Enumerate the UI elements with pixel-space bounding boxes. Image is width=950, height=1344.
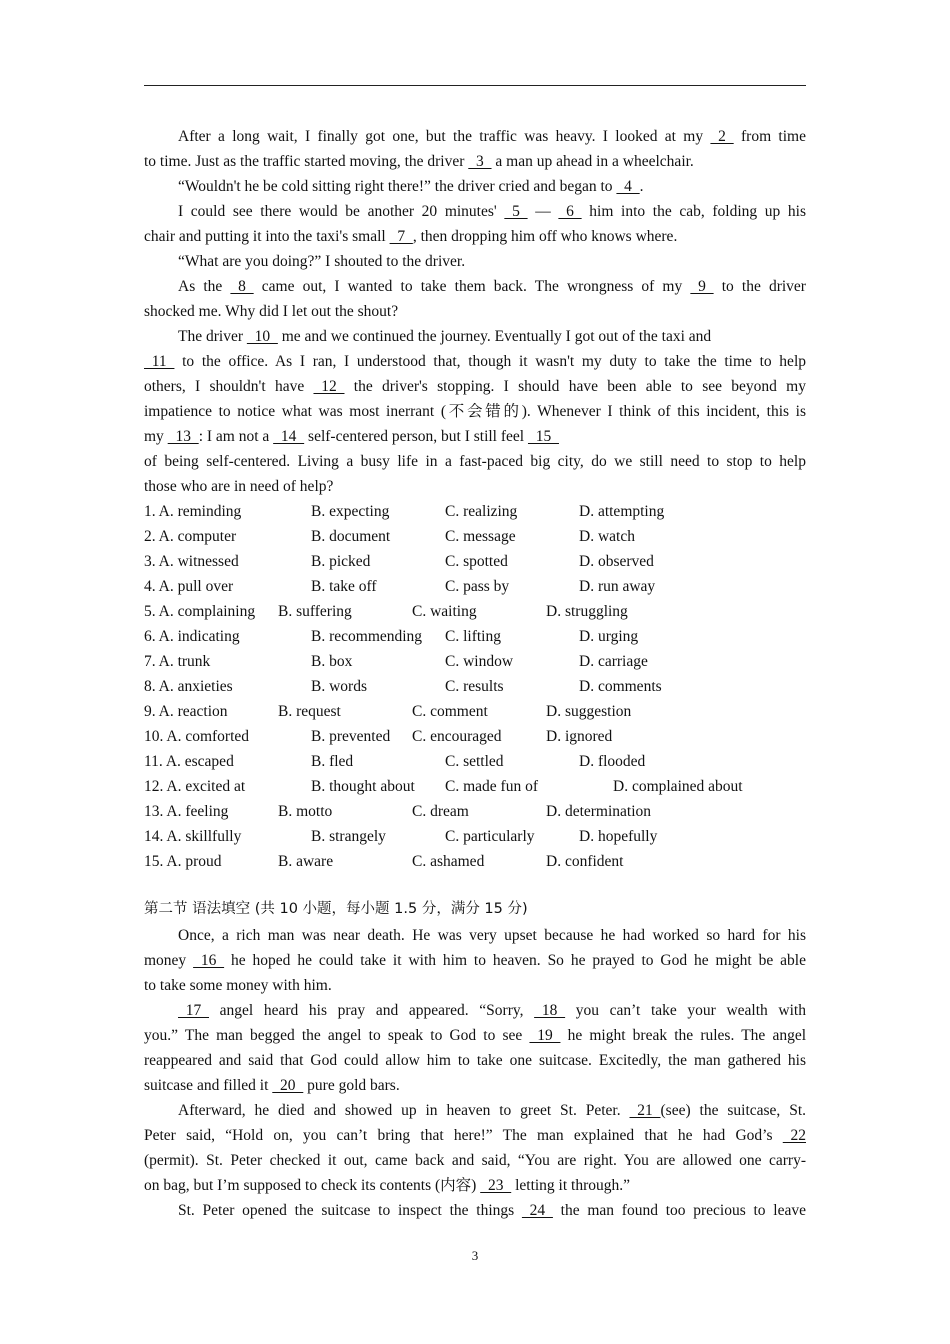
option-4a[interactable]: 4. A. pull over bbox=[144, 578, 234, 595]
passage2-line: 17 angel heard his pray and appeared. “Sorry, 18 you can’t take your wealth with bbox=[144, 1000, 806, 1022]
option-11c[interactable]: C. settled bbox=[445, 753, 504, 770]
passage2-line: St. Peter opened the suitcase to inspect the things 24 the man found too precious to leave bbox=[144, 1200, 806, 1222]
option-8c[interactable]: C. results bbox=[445, 678, 504, 695]
option-9a[interactable]: 9. A. reaction bbox=[144, 703, 228, 720]
blank-7[interactable]: 7 bbox=[389, 228, 413, 245]
option-1a[interactable]: 1. A. reminding bbox=[144, 503, 242, 520]
option-11a[interactable]: 11. A. escaped bbox=[144, 753, 234, 770]
passage2-line: on bag, but I’m supposed to check its contents (内容) 23 letting it through.” bbox=[144, 1175, 806, 1197]
option-15c[interactable]: C. ashamed bbox=[412, 853, 485, 870]
option-2c[interactable]: C. message bbox=[445, 528, 516, 545]
blank-20[interactable]: 20 bbox=[272, 1077, 304, 1094]
option-6c[interactable]: C. lifting bbox=[445, 628, 501, 645]
option-9c[interactable]: C. comment bbox=[412, 703, 488, 720]
option-15b[interactable]: B. aware bbox=[278, 853, 334, 870]
option-9b[interactable]: B. request bbox=[278, 703, 341, 720]
option-4d[interactable]: D. run away bbox=[579, 578, 656, 595]
passage2-line: reappeared and said that God could allow him to take one suitcase. Excitedly, the man gathered his bbox=[144, 1052, 806, 1069]
option-15d[interactable]: D. confident bbox=[546, 853, 624, 870]
blank-6[interactable]: 6 bbox=[558, 203, 582, 220]
option-4c[interactable]: C. pass by bbox=[445, 578, 510, 595]
option-12d[interactable]: D. complained about bbox=[613, 778, 743, 795]
option-4b[interactable]: B. take off bbox=[311, 578, 377, 595]
passage1-line: 11 to the office. As I ran, I understood that, though it wasn't my duty to take the time to help bbox=[144, 351, 806, 373]
option-13a[interactable]: 13. A. feeling bbox=[144, 803, 229, 820]
passage2-line: (permit). St. Peter checked it out, came back and said, “You are right. You are allowed one carry- bbox=[144, 1152, 806, 1169]
option-3d[interactable]: D. observed bbox=[579, 553, 654, 570]
option-3b[interactable]: B. picked bbox=[311, 553, 371, 570]
blank-18[interactable]: 18 bbox=[534, 1002, 566, 1019]
option-9d[interactable]: D. suggestion bbox=[546, 703, 632, 720]
option-12a[interactable]: 12. A. excited at bbox=[144, 778, 246, 795]
blank-12[interactable]: 12 bbox=[313, 378, 345, 395]
option-11b[interactable]: B. fled bbox=[311, 753, 354, 770]
option-7a[interactable]: 7. A. trunk bbox=[144, 653, 211, 670]
passage2-line: Once, a rich man was near death. He was very upset because he had worked so hard for his bbox=[178, 927, 806, 944]
option-7c[interactable]: C. window bbox=[445, 653, 514, 670]
passage2-line: Peter said, “Hold on, you can’t bring that here!” The man explained that he had God’s 22 bbox=[144, 1125, 806, 1147]
section-heading: 第二节 语法填空 (共 10 小题，每小题 1.5 分，满分 15 分) bbox=[144, 901, 528, 917]
passage1-line: shocked me. Why did I let out the shout? bbox=[144, 303, 399, 320]
blank-10[interactable]: 10 bbox=[246, 328, 278, 345]
option-8d[interactable]: D. comments bbox=[579, 678, 662, 695]
option-7d[interactable]: D. carriage bbox=[579, 653, 648, 670]
passage1-line: The driver 10 me and we continued the journey. Eventually I got out of the taxi and bbox=[144, 326, 806, 348]
passage1-line: impatience to notice what was most inerrant (不会错的). Whenever I think of this incident, this is bbox=[144, 403, 806, 420]
blank-11[interactable]: 11 bbox=[144, 353, 175, 370]
passage1-line: my 13 : I am not a 14 self-centered person, but I still feel 15 bbox=[144, 426, 806, 448]
option-10c[interactable]: C. encouraged bbox=[412, 728, 502, 745]
option-6a[interactable]: 6. A. indicating bbox=[144, 628, 240, 645]
option-14a[interactable]: 14. A. skillfully bbox=[144, 828, 242, 845]
option-13b[interactable]: B. motto bbox=[278, 803, 333, 820]
passage1-line: After a long wait, I finally got one, but the traffic was heavy. I looked at my 2 from time bbox=[144, 126, 806, 148]
blank-21[interactable]: 21 bbox=[629, 1102, 661, 1119]
option-13c[interactable]: C. dream bbox=[412, 803, 469, 820]
option-10b[interactable]: B. prevented bbox=[311, 728, 391, 745]
blank-13[interactable]: 13 bbox=[167, 428, 199, 445]
passage1-line: I could see there would be another 20 minutes' 5 — 6 him into the cab, folding up his bbox=[144, 201, 806, 223]
option-14d[interactable]: D. hopefully bbox=[579, 828, 658, 845]
option-2b[interactable]: B. document bbox=[311, 528, 391, 545]
blank-2[interactable]: 2 bbox=[710, 128, 734, 145]
blank-4[interactable]: 4 bbox=[616, 178, 640, 195]
passage1-line: others, I shouldn't have 12 the driver's stopping. I should have been able to see beyond my bbox=[144, 376, 806, 398]
passage2-line: suitcase and filled it 20 pure gold bars. bbox=[144, 1075, 806, 1097]
option-5c[interactable]: C. waiting bbox=[412, 603, 477, 620]
option-1c[interactable]: C. realizing bbox=[445, 503, 518, 520]
option-1d[interactable]: D. attempting bbox=[579, 503, 665, 520]
passage1-line: “Wouldn't he be cold sitting right there!” the driver cried and began to 4 . bbox=[144, 176, 806, 198]
option-2d[interactable]: D. watch bbox=[579, 528, 635, 545]
option-7b[interactable]: B. box bbox=[311, 653, 353, 670]
passage1-line: those who are in need of help? bbox=[144, 478, 334, 495]
passage1-line: chair and putting it into the taxi's small 7 , then dropping him off who knows where. bbox=[144, 226, 806, 248]
option-5a[interactable]: 5. A. complaining bbox=[144, 603, 256, 620]
blank-19[interactable]: 19 bbox=[529, 1027, 561, 1044]
option-6d[interactable]: D. urging bbox=[579, 628, 639, 645]
option-5d[interactable]: D. struggling bbox=[546, 603, 628, 620]
passage2-line: Afterward, he died and showed up in heaven to greet St. Peter. 21 (see) the suitcase, St. bbox=[144, 1100, 806, 1122]
blank-9[interactable]: 9 bbox=[690, 278, 714, 295]
option-3a[interactable]: 3. A. witnessed bbox=[144, 553, 239, 570]
blank-8[interactable]: 8 bbox=[230, 278, 254, 295]
blank-3[interactable]: 3 bbox=[468, 153, 492, 170]
blank-23[interactable]: 23 bbox=[480, 1177, 512, 1194]
option-11d[interactable]: D. flooded bbox=[579, 753, 646, 770]
option-14b[interactable]: B. strangely bbox=[311, 828, 386, 845]
header-rule bbox=[144, 85, 806, 86]
option-13d[interactable]: D. determination bbox=[546, 803, 652, 820]
passage2-line: to take some money with him. bbox=[144, 977, 332, 994]
passage2-line: you.” The man begged the angel to speak to God to see 19 he might break the rules. The angel bbox=[144, 1025, 806, 1047]
passage2-line: money 16 he hoped he could take it with him to heaven. So he prayed to God he might be able bbox=[144, 950, 806, 972]
passage1-line: of being self-centered. Living a busy life in a fast-paced big city, do we still need to stop to help bbox=[144, 453, 806, 470]
option-3c[interactable]: C. spotted bbox=[445, 553, 508, 570]
blank-5[interactable]: 5 bbox=[504, 203, 528, 220]
passage1-line: “What are you doing?” I shouted to the driver. bbox=[178, 253, 466, 270]
option-12b[interactable]: B. thought about bbox=[311, 778, 415, 795]
option-1b[interactable]: B. expecting bbox=[311, 503, 390, 520]
option-8a[interactable]: 8. A. anxieties bbox=[144, 678, 233, 695]
option-6b[interactable]: B. recommending bbox=[311, 628, 423, 645]
option-10a[interactable]: 10. A. comforted bbox=[144, 728, 250, 745]
option-14c[interactable]: C. particularly bbox=[445, 828, 535, 845]
passage1-line: As the 8 came out, I wanted to take them back. The wrongness of my 9 to the driver bbox=[144, 276, 806, 298]
option-10d[interactable]: D. ignored bbox=[546, 728, 613, 745]
option-12c[interactable]: C. made fun of bbox=[445, 778, 538, 795]
option-15a[interactable]: 15. A. proud bbox=[144, 853, 222, 870]
blank-14[interactable]: 14 bbox=[273, 428, 305, 445]
passage1-line: to time. Just as the traffic started moving, the driver 3 a man up ahead in a wheelchair. bbox=[144, 151, 806, 173]
option-8b[interactable]: B. words bbox=[311, 678, 367, 695]
option-5b[interactable]: B. suffering bbox=[278, 603, 352, 620]
blank-24[interactable]: 24 bbox=[521, 1202, 553, 1219]
blank-15[interactable]: 15 bbox=[527, 428, 559, 445]
blank-16[interactable]: 16 bbox=[193, 952, 225, 969]
blank-22[interactable]: 22 bbox=[782, 1127, 806, 1144]
blank-17[interactable]: 17 bbox=[178, 1002, 209, 1019]
page-number: 3 bbox=[471, 1248, 479, 1263]
option-2a[interactable]: 2. A. computer bbox=[144, 528, 237, 545]
